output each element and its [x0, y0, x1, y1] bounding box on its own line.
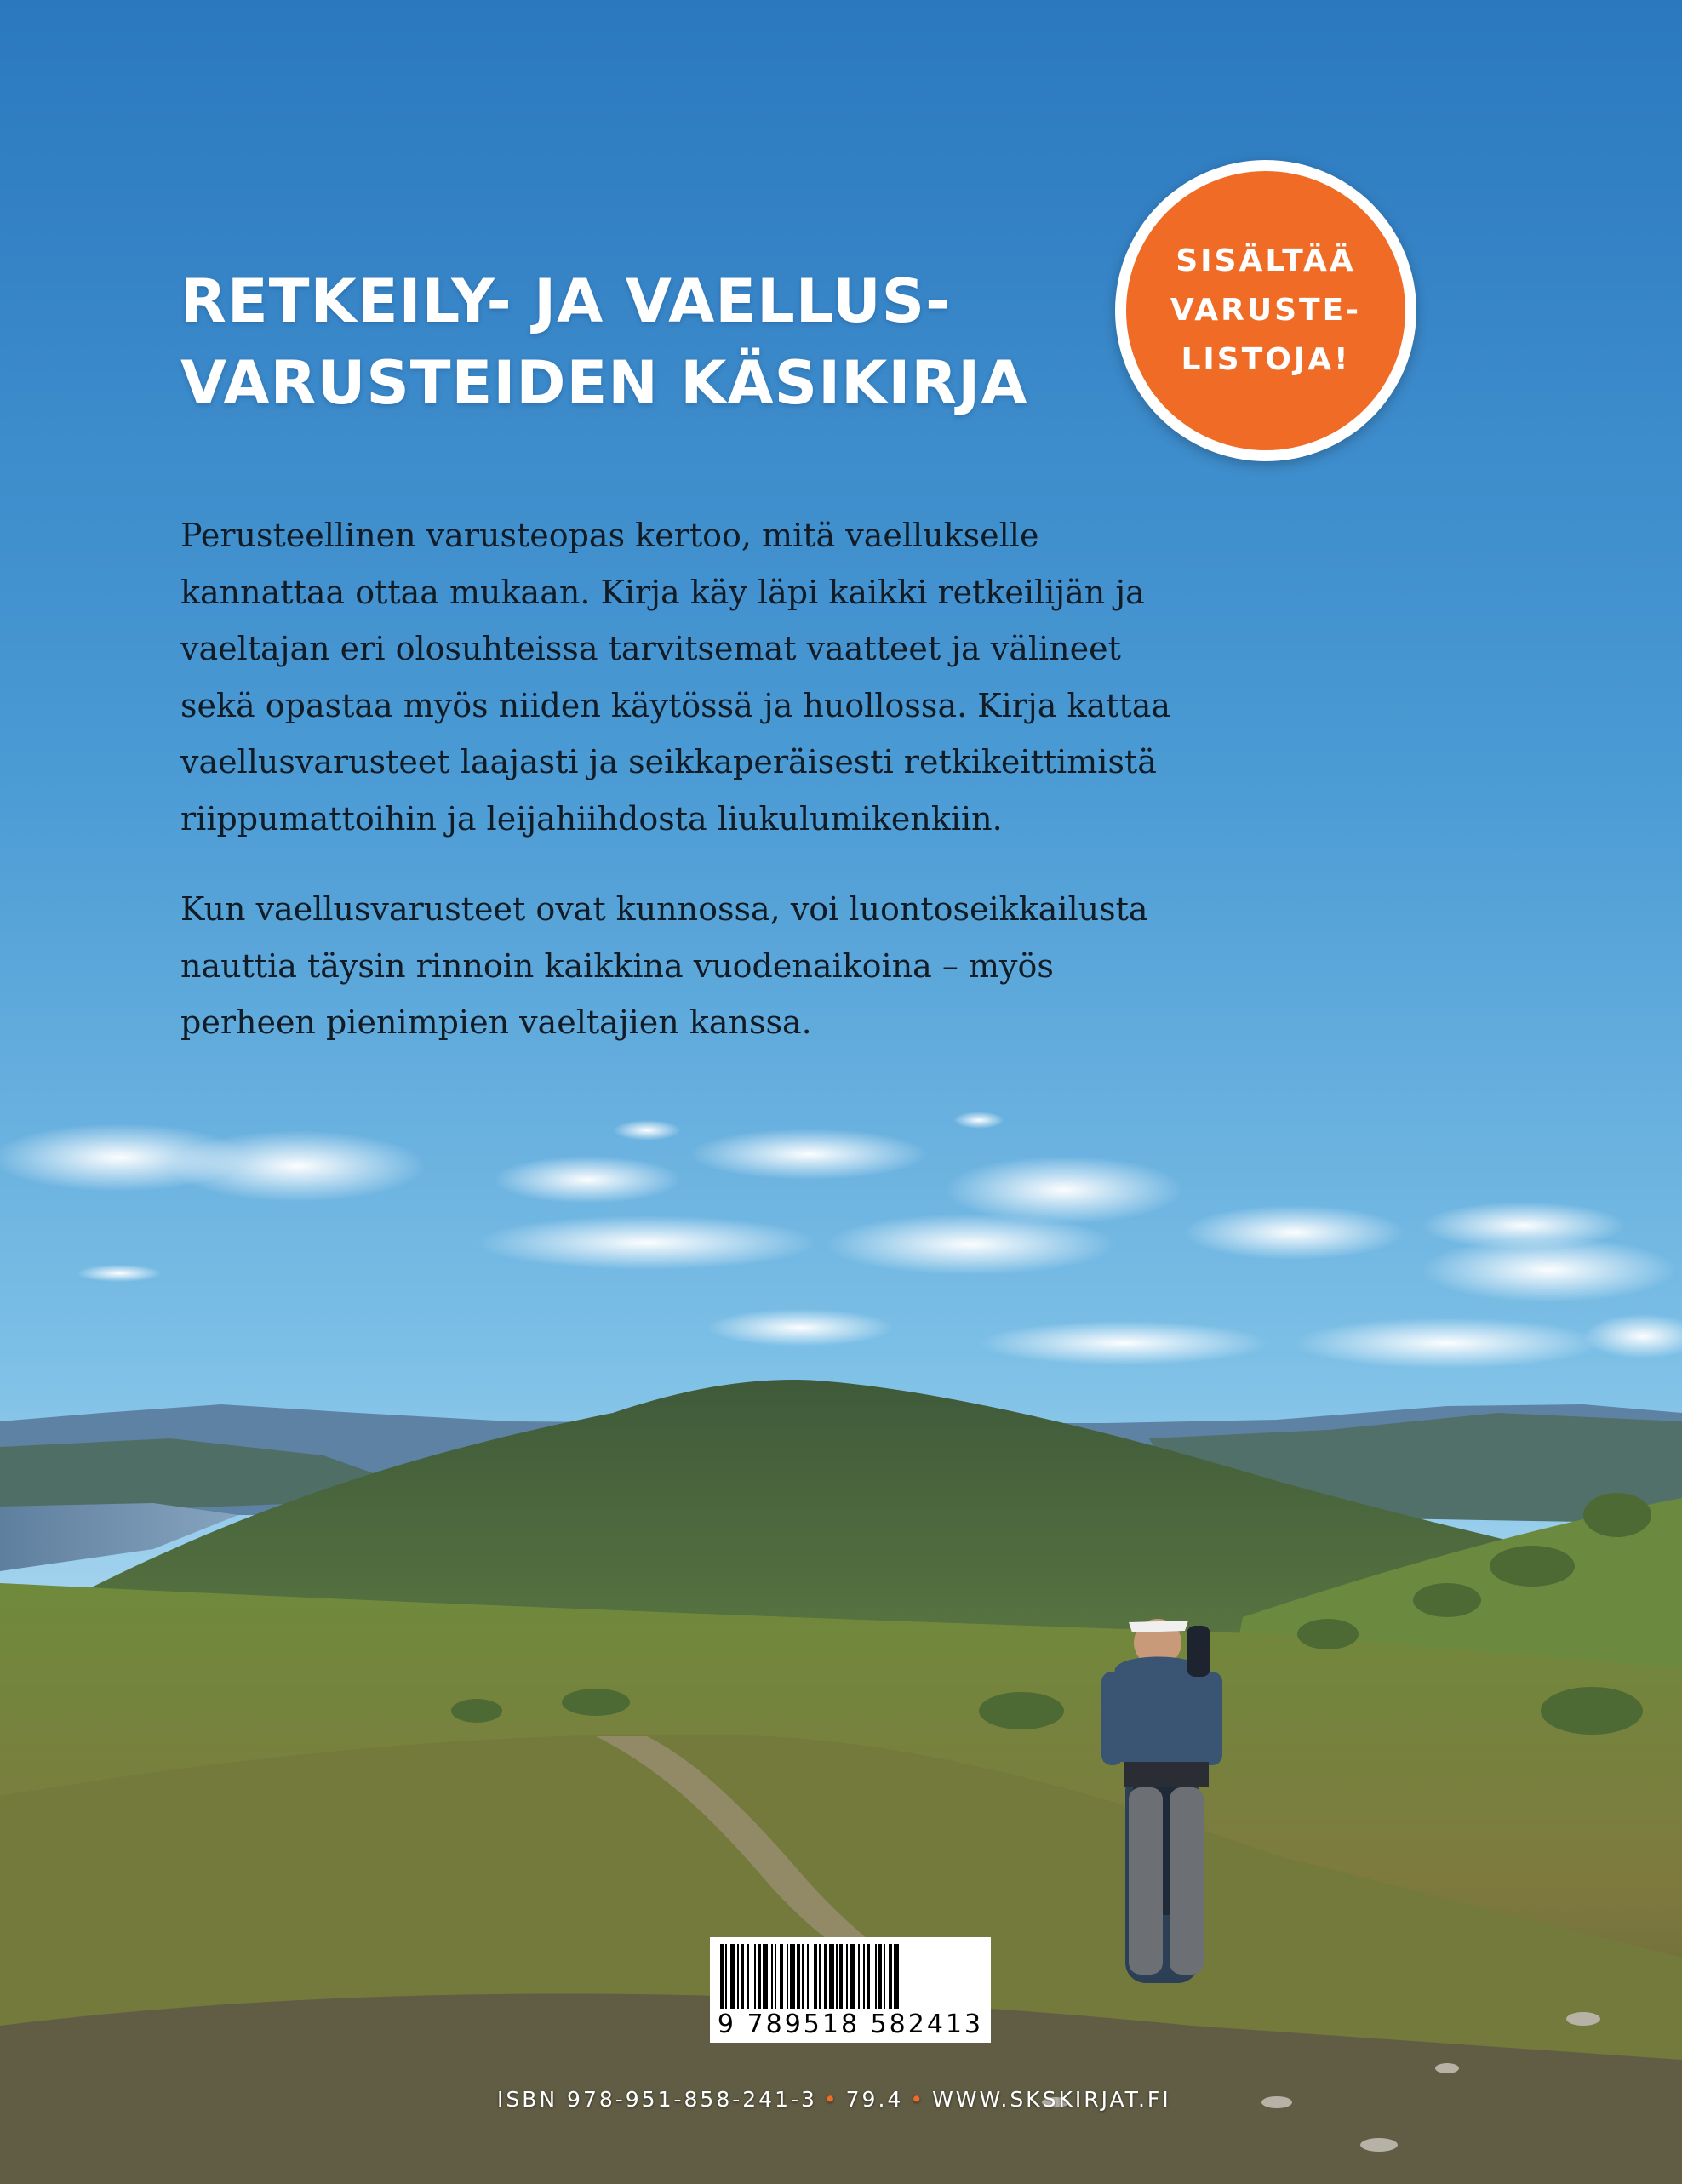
barcode-bar — [858, 1944, 860, 2009]
blurb-line: sekä opastaa myös niiden käytössä ja huollossa. Kirja kattaa — [180, 686, 1171, 724]
barcode-bar — [863, 1944, 865, 2009]
blurb-line: perheen pienimpien vaeltajien kanssa. — [180, 1003, 812, 1041]
barcode-bar — [754, 1944, 756, 2009]
blurb-line: Kun vaellusvarusteet ovat kunnossa, voi luontoseikkailusta — [180, 890, 1148, 928]
separator-dot: • — [823, 2087, 839, 2112]
barcode-bar — [797, 1944, 800, 2009]
barcode-bar — [824, 1944, 827, 2009]
barcode-bar — [829, 1944, 834, 2009]
barcode-bar — [763, 1944, 768, 2009]
barcode-bar — [741, 1944, 744, 2009]
promo-badge — [1115, 160, 1416, 461]
blurb-paragraph — [180, 881, 1253, 1051]
barcode — [710, 1937, 991, 2043]
blurb-line: kannattaa ottaa mukaan. Kirja käy läpi kaikki retkeilijän ja — [180, 573, 1145, 611]
barcode-bar — [839, 1944, 843, 2009]
barcode-bar — [758, 1944, 761, 2009]
title-line: RETKEILY- JA VAELLUS- — [180, 266, 952, 336]
blurb-paragraph — [180, 507, 1253, 847]
barcode-bar — [884, 1944, 885, 2009]
footer-line — [497, 2087, 1171, 2112]
barcode-bar — [802, 1944, 804, 2009]
barcode-bar — [846, 1944, 848, 2009]
badge-line: SISÄLTÄÄ — [1176, 243, 1356, 278]
barcode-bar — [725, 1944, 727, 2009]
barcode-bar — [790, 1944, 795, 2009]
barcode-bar — [878, 1944, 882, 2009]
barcode-bar — [850, 1944, 855, 2009]
badge-line: LISTOJA! — [1181, 342, 1351, 377]
book-title — [180, 260, 1028, 424]
separator-dot: • — [910, 2087, 926, 2112]
blurb-line: vaellusvarusteet laajasti ja seikkaperäisesti retkikeittimistä — [180, 743, 1157, 780]
barcode-digits: 9 789518 582413 — [717, 2010, 984, 2039]
badge-line: VARUSTE- — [1170, 293, 1362, 328]
title-line: VARUSTEIDEN KÄSIKIRJA — [180, 348, 1028, 418]
barcode-bar — [787, 1944, 788, 2009]
barcode-bar — [807, 1944, 809, 2009]
barcode-bars — [720, 1944, 981, 2009]
classification: 79.4 — [845, 2087, 904, 2112]
barcode-bar — [747, 1944, 749, 2009]
barcode-bar — [875, 1944, 877, 2009]
barcode-bar — [819, 1944, 821, 2009]
barcode-bar — [771, 1944, 773, 2009]
website: WWW.SKSKIRJAT.FI — [932, 2087, 1171, 2112]
barcode-bar — [780, 1944, 783, 2009]
barcode-bar — [836, 1944, 838, 2009]
blurb-line: riippumattoihin ja leijahiihdosta liukulumikenkiin. — [180, 799, 1003, 838]
blurb-line: Perusteellinen varusteopas kertoo, mitä vaellukselle — [180, 517, 1039, 554]
isbn: ISBN 978-951-858-241-3 — [497, 2087, 817, 2112]
barcode-bar — [814, 1944, 817, 2009]
promo-badge-inner — [1126, 171, 1405, 450]
barcode-bar — [867, 1944, 870, 2009]
barcode-bar — [894, 1944, 899, 2009]
barcode-bar — [737, 1944, 739, 2009]
barcode-bar — [730, 1944, 735, 2009]
blurb-line: nauttia täysin rinnoin kaikkina vuodenaikoina – myös — [180, 946, 1054, 985]
blurb — [180, 507, 1253, 1085]
barcode-bar — [889, 1944, 892, 2009]
barcode-bar — [720, 1944, 724, 2009]
blurb-line: vaeltajan eri olosuhteissa tarvitsemat vaatteet ja välineet — [180, 630, 1121, 667]
barcode-bar — [775, 1944, 776, 2009]
